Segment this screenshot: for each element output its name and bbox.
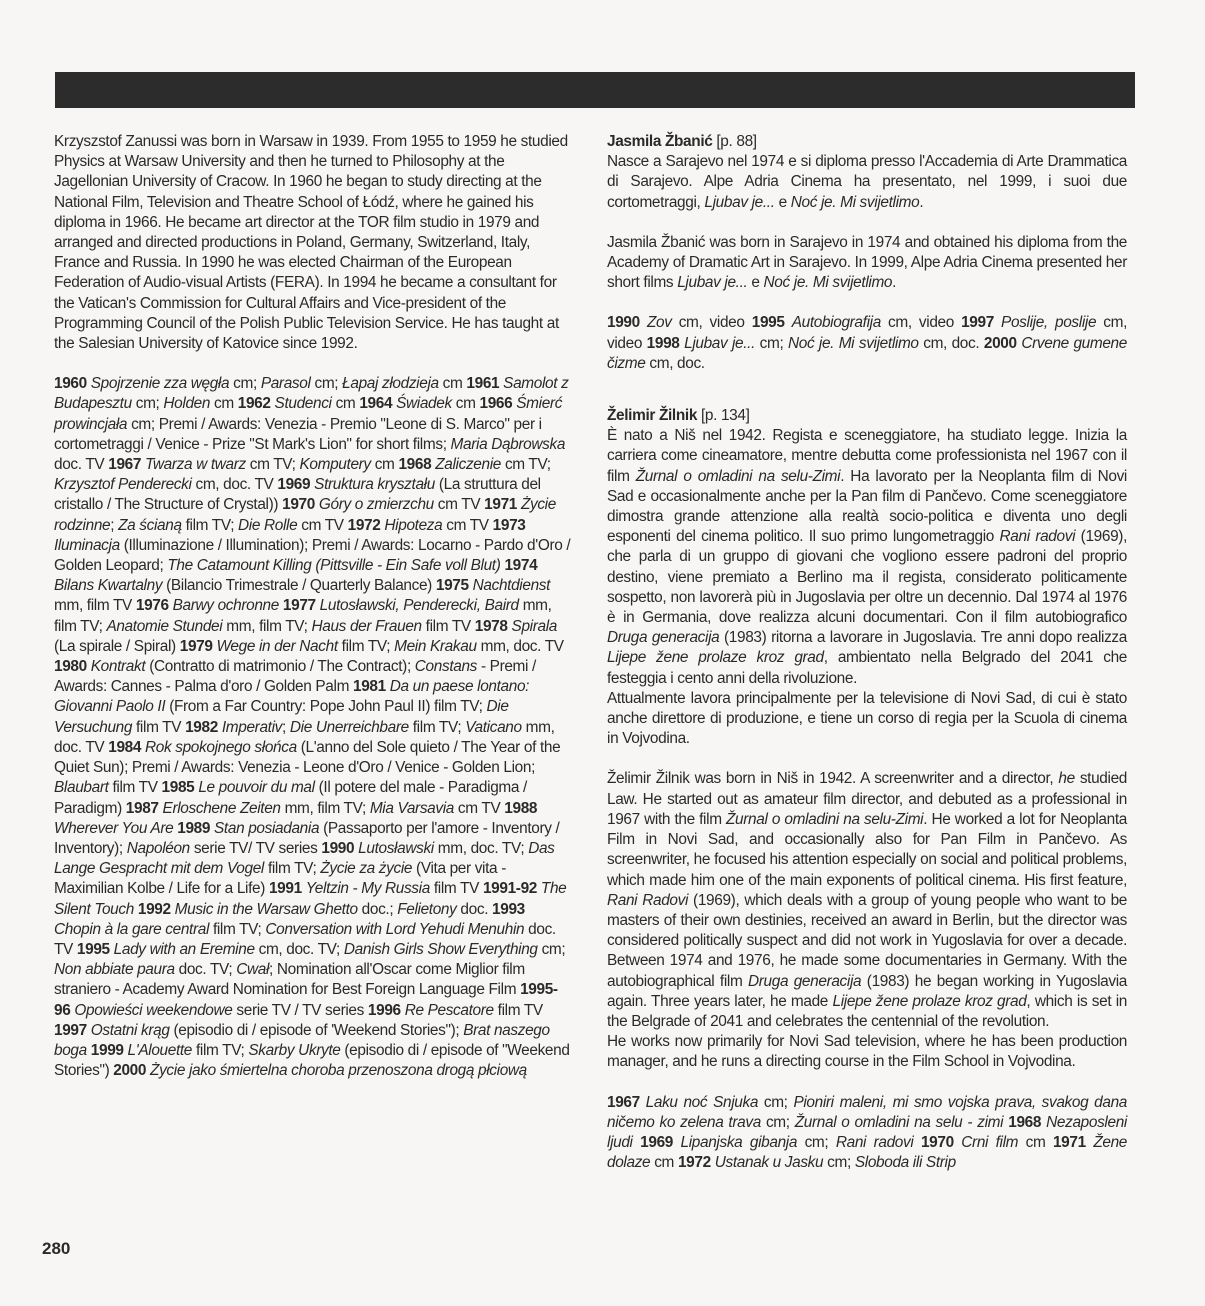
year-label: 1960 (54, 375, 91, 393)
title-text: The Catamount Killing (Pittsville - Ein Safe voll Blut) (167, 557, 501, 575)
zilnik-entry (607, 406, 1127, 1173)
text-run: cm TV (454, 799, 505, 817)
title-text: Pioniri maleni, mi smo vojska prava, svakog dana ničemo ko zelena trava (607, 1093, 1127, 1131)
title-text: Žurnal o omladini na selu - zimi (794, 1113, 1004, 1131)
year-label: 1982 (185, 718, 222, 736)
text-run: cm, doc. TV; (254, 940, 344, 958)
zilnik-filmography (607, 1093, 1127, 1174)
title-text: Noć je. Mi svijetlimo (787, 334, 919, 352)
text-run: cm; (537, 940, 566, 958)
title-text: Samolot z Budapesztu (54, 375, 569, 413)
text-run: (Bilancio Trimestrale / Quarterly Balance) (162, 577, 436, 595)
title-text: Studenci (274, 395, 332, 413)
title-text: Zaliczenie (435, 456, 502, 474)
text-run: film TV; (408, 718, 466, 736)
zanussi-biography: Krzyszstof Zanussi was born in Warsaw in 1939. From 1955 to 1959 he studied Physics at Warsaw University and then he turned to Philosophy at the Jagellonian University of Cracow. In 1960 he began to study directing at the National Film, Television and Theatre School of Łódź, where he gained his diploma in 1966. He became art director at the TOR film studio in 1979 and arranged and directed productions in Poland, Germany, Switzerland, Italy, France and Russia. In 1990 he was elected Chairman of the European Federation of Audio-visual Artists (FERA). In 1994 he became a consultant for the Vatican's Commission for Cultural Affairs and Vice-president of the Programming Council of the Polish Public Television Service. He has taught at the Salesian University of Katovice since 1992. (54, 133, 568, 353)
zilnik-bio-english-2: He works now primarily for Novi Sad television, where he has been production manager, and he runs a directing course in the Film School in Vojvodina. (607, 1033, 1127, 1071)
year-label: 1966 (479, 395, 517, 413)
title-text: Holden (163, 395, 211, 413)
year-label: 1975 (435, 577, 473, 595)
zilnik-bio-italian (607, 426, 1127, 689)
year-label: 1969 (277, 476, 315, 494)
title-text: Śmierć prowincjała (54, 395, 563, 433)
title-text: Le pouvoir du mal (198, 779, 315, 797)
title-text: Rani Radovi (607, 891, 689, 909)
title-text: Ostatni krąg (90, 1021, 170, 1039)
title-text: Spojrzenie zza węgła (90, 375, 230, 393)
text-run: cm; (310, 375, 343, 393)
year-label: 1967 (607, 1093, 646, 1111)
title-text: Žurnal o omladini na selu-Zimi (635, 467, 841, 485)
text-run: cm; (797, 1133, 836, 1151)
text-run: cm, video (671, 314, 752, 332)
text-run: Nasce a Sarajevo nel 1974 e si diploma presso l'Accademia di Arte Drammatica di Sarajevo. Alpe Adria Cinema ha presentato, nel 1999, i suoi due cortometraggi, (607, 153, 1127, 211)
title-text: Imperativ (221, 718, 283, 736)
title-text: Chopin à la gare central (54, 920, 210, 938)
title-text: Blaubart (54, 779, 109, 797)
title-text: Wherever You Are (54, 819, 174, 837)
title-text: Życie za życie (320, 860, 413, 878)
year-label: 1972 (347, 516, 385, 534)
zanussi-filmography (54, 374, 572, 1081)
title-text: Góry o zmierzchu (318, 496, 434, 514)
year-label: 1981 (353, 678, 390, 696)
zbanic-name: Jasmila Žbanić (607, 133, 713, 150)
text-run: e (747, 274, 764, 292)
text-run: cm TV; (245, 456, 300, 474)
text-run: film TV; (264, 860, 321, 878)
text-run: (L'anno del Sole quieto / The Year of the Quiet Sun); Premi / Awards: Venezia - Leone d'Oro / Venice - Golden Lion; (54, 738, 561, 777)
text-run: film TV; (209, 920, 266, 938)
title-text: Bilans Kwartalny (54, 577, 163, 595)
year-label: 1987 (125, 799, 163, 817)
title-text: The Silent Touch (54, 880, 567, 918)
text-run: cm (331, 395, 360, 413)
title-text: Lijepe žene prolaze kroz grad (832, 992, 1027, 1010)
text-run: cm (1018, 1133, 1053, 1151)
title-text: Cwał (236, 961, 270, 979)
title-text: Brat naszego boga (54, 1021, 550, 1059)
text-run: film TV; (181, 516, 239, 534)
title-text: Życie rodzinne (54, 496, 556, 534)
text-run: cm (451, 395, 480, 413)
title-text: Crni film (961, 1133, 1019, 1151)
title-text: Lipanjska gibanja (680, 1133, 798, 1151)
text-run: cm, doc. (918, 334, 984, 352)
year-label: 1970 (920, 1133, 962, 1151)
title-text: Autobiografija (791, 314, 881, 332)
title-text: Die Versuchung (54, 698, 509, 736)
text-run: (La struttura del cristallo / The Structure of Crystal)) (54, 476, 541, 514)
zilnik-bio-english (607, 769, 1127, 1032)
text-run: cm; (131, 395, 164, 413)
title-text: Haus der Frauen (311, 617, 422, 635)
year-label: 1962 (237, 395, 275, 413)
title-text: Druga generacija (748, 972, 862, 990)
year-label: 1995 (76, 940, 114, 958)
title-text: Žurnal o omladini na selu-Zimi (726, 810, 924, 828)
zbanic-bio-italian (607, 152, 1127, 213)
text-run: ; Nomination all'Oscar come Miglior film straniero - Academy Award Nomination for Best Foreign Language Film (54, 961, 525, 999)
text-run: mm, doc. TV; (433, 839, 529, 857)
text-run: film TV (493, 1001, 543, 1019)
text-run: studied Law. He started out as amateur film director, and debuted as a professional in 1967 with the film (607, 770, 1128, 828)
year-label: 1997 (961, 314, 1002, 332)
text-run: cm (650, 1154, 678, 1172)
title-text: Wege in der Nacht (216, 637, 338, 655)
title-text: Poslije, poslije (1001, 314, 1097, 332)
zbanic-page-ref: [p. 88] (712, 133, 757, 150)
title-text: Hipoteza (384, 516, 443, 534)
title-text: Stan posiadania (214, 819, 320, 837)
text-run: film TV; (192, 1041, 249, 1059)
title-text: L'Alouette (127, 1041, 193, 1059)
text-run: . Ha lavorato per la Neoplanta film di Novi Sad e occasionalmente anche per la Pan film di Pančevo. Come sceneggiatore dimostra grande attenzione alla realtà socio-politica e diventa uno degli esponenti del cinema politico. Il suo primo lungometraggio (607, 467, 1127, 546)
text-run: Želimir Žilnik was born in Niš in 1942. A screenwriter and a director, (607, 770, 1059, 788)
title-text: Mein Krakau (394, 637, 477, 655)
zilnik-bio-italian-2: Attualmente lavora principalmente per la televisione di Novi Sad, di cui è stato anche direttore di produzione, e tiene un corso di regia per la Scuola di cinema in Vojvodina. (607, 689, 1127, 748)
year-label: 1988 (504, 799, 538, 817)
text-run (913, 1134, 921, 1151)
title-text: Crvene gumene čizme (607, 334, 1127, 372)
title-text: Maria Dąbrowska (450, 435, 566, 453)
text-run: cm, video (607, 314, 1128, 352)
title-text: Conversation with Lord Yehudi Menuhin (265, 920, 525, 938)
text-run: ; (110, 516, 119, 534)
text-run: cm TV (297, 516, 348, 534)
right-column (607, 132, 1127, 1173)
title-text: Lijepe žene prolaze kroz grad (607, 649, 824, 667)
text-run: mm, film TV (54, 597, 136, 615)
year-label: 1968 (398, 456, 436, 474)
title-text: Die Rolle (238, 516, 298, 534)
year-label: 1996 (367, 1001, 405, 1019)
title-text: Anatomie Stundei (106, 617, 223, 635)
zbanic-entry (607, 132, 1127, 374)
year-label: 1964 (359, 395, 397, 413)
year-label: 1995-96 (54, 981, 558, 1019)
title-text: Danish Girls Show Everything (343, 940, 538, 958)
title-text: Noć je. Mi svijetlimo (763, 274, 893, 292)
title-text: Das Lange Gespracht mit dem Vogel (54, 839, 555, 878)
title-text: Ljubav je... (677, 274, 748, 292)
year-label: 2000 (983, 334, 1022, 352)
text-run: film TV (108, 779, 162, 797)
text-run: (1969), which deals with a group of young people who want to be masters of their own destinies, received an award in Berlin, but the director was considered politically suspect and did not work in Yugoslavia for over a decade. Between 1974 and 1976, he made some documentaries in Germany. With the autobiographical film (607, 891, 1127, 990)
title-text: Świadek (396, 395, 452, 413)
title-text: Ustanak u Jasku (714, 1154, 824, 1172)
zbanic-filmography (607, 313, 1127, 374)
year-label: 1980 (54, 658, 91, 676)
left-column (54, 132, 572, 1081)
title-text: Opowieści weekendowe (74, 1001, 233, 1019)
title-text: Re Pescatore (404, 1001, 494, 1019)
title-text: Łapaj złodzieja (342, 375, 439, 393)
title-text: Druga generacija (607, 629, 720, 647)
header-bar (55, 72, 1135, 108)
title-text: Da un paese lontano: Giovanni Paolo II (54, 678, 530, 716)
title-text: Yeltzin - My Russia (305, 880, 430, 898)
text-run: (1983) ritorna a lavorare in Jugoslavia. Tre anni dopo realizza (719, 629, 1127, 647)
text-run: cm; (755, 334, 788, 352)
text-run: (Passaporto per l'amore - Inventory / Inventory); (54, 819, 560, 857)
text-run: doc. TV (54, 456, 109, 474)
text-run: . He worked a lot for Neoplanta Film in Novi Sad, and occasionally also for Pan Film in Pančevo. As screenwriter, he focused his attention especially on social and political problems, which made him one of the main exponents of political cinema. His first feature, (607, 810, 1127, 889)
title-text: Parasol (260, 375, 311, 393)
text-run: (episodio di / episode of 'Weekend Stories"); (169, 1021, 464, 1039)
title-text: Za ścianą (118, 516, 182, 534)
text-run: . (919, 193, 924, 211)
text-run: cm, doc. (645, 354, 705, 372)
title-text: Kontrakt (90, 658, 146, 676)
year-label: 1976 (135, 597, 173, 615)
text-run: mm, film TV; (54, 597, 552, 635)
text-run: (Il potere del male - Paradigma / Paradigm) (54, 779, 527, 817)
year-label: 1985 (161, 779, 199, 797)
text-run: cm, video (880, 314, 962, 332)
year-label: 1977 (282, 597, 320, 615)
text-run: (La spirale / Spiral) (54, 637, 180, 655)
year-label: 1979 (179, 637, 217, 655)
year-label: 1971 (484, 496, 521, 514)
text-run: , which is set in the Belgrade of 2041 and celebrates the centennial of the revolution. (607, 992, 1127, 1030)
title-text: Music in the Warsaw Ghetto (174, 900, 358, 918)
title-text: Twarza w twarz (145, 456, 246, 474)
title-text: Spirala (511, 617, 557, 635)
title-text: Erloschene Zeiten (162, 799, 281, 817)
year-label: 1998 (646, 334, 685, 352)
text-run: È nato a Niš nel 1942. Regista e sceneggiatore, ha studiato legge. Inizia la carriera come cineamatore, mentre debutta come professionista nel 1967 con il film (607, 427, 1127, 485)
text-run: . (892, 274, 897, 292)
title-text: Komputery (299, 456, 371, 474)
title-text: Lady with an Eremine (113, 940, 255, 958)
year-label: 1992 (137, 900, 175, 918)
year-label: 1978 (474, 617, 512, 635)
title-text: Felietony (397, 900, 457, 918)
text-run: film TV (132, 718, 186, 736)
title-text: Barwy ochronne (172, 597, 279, 615)
text-run: mm, doc. TV (476, 637, 564, 655)
text-run: film TV (429, 880, 483, 898)
title-text: Życie jako śmiertelna choroba przenoszona drogą płciową (150, 1062, 527, 1080)
title-text: Nezaposleni ljudi (607, 1113, 1127, 1151)
text-run: cm TV (433, 496, 485, 514)
title-text: Krzysztof Penderecki (54, 476, 192, 494)
year-label: 1990 (607, 314, 647, 332)
zilnik-heading (607, 406, 1127, 426)
text-run: serie TV/ TV series (189, 839, 322, 857)
text-run: cm TV (442, 516, 493, 534)
text-run: cm; (229, 375, 261, 393)
text-run: e (774, 193, 791, 211)
text-run: cm, doc. TV (191, 476, 278, 494)
title-text: Žene dolaze (607, 1133, 1127, 1172)
year-label: 1993 (492, 900, 525, 918)
text-run: cm; (760, 1113, 795, 1131)
text-run: mm, film TV; (280, 799, 370, 817)
text-run: cm; (758, 1093, 794, 1111)
title-text: Napoléon (126, 839, 190, 857)
year-label: 1967 (108, 456, 145, 474)
text-run: (From a Far Country: Pope John Paul II) film TV; (165, 698, 487, 716)
title-text: Die Unerreichbare (289, 718, 409, 736)
title-text: Rani radovi (835, 1133, 914, 1151)
zilnik-name: Želimir Žilnik (607, 407, 698, 425)
year-label: 1968 (1008, 1113, 1047, 1131)
text-run: (1969), che parla di un gruppo di giovani che vogliono essere padroni del proprio destino, viene premiato a Berlino ma il regista, considerato politicamente sospetto, non lavorerà più in Jugoslavia per oltre un decennio. Dal 1974 al 1976 è in Germania, dove realizza alcuni documentari. Con il film autobiografico (607, 528, 1127, 627)
text-run: doc. TV (54, 920, 556, 958)
title-text: Lutosławski, Penderecki, Baird (319, 597, 519, 615)
title-text: Struktura kryształu (314, 476, 435, 494)
zilnik-page-ref: [p. 134] (697, 407, 750, 425)
title-text: Ljubav je... (704, 193, 775, 211)
text-run: mm, film TV; (222, 617, 312, 635)
title-text: Zov (646, 314, 672, 332)
text-run: cm; (823, 1154, 855, 1172)
text-run: cm; Premi / Awards: Venezia - Premio "Leone di S. Marco" per i cortometraggi / Venice - Prize "St Mark's Lion" for short films; (54, 415, 542, 453)
year-label: 1990 (321, 839, 359, 857)
text-run: , ambientato nella Belgrado del 2041 che festeggia i cento anni della rivoluzione. (607, 649, 1127, 687)
year-label: 1973 (492, 516, 526, 534)
text-run: cm (438, 375, 467, 393)
year-label: 1984 (108, 738, 145, 756)
text-run: (Contratto di matrimonio / The Contract); (145, 658, 415, 676)
year-label: 1974 (504, 557, 538, 575)
year-label: 1970 (282, 496, 319, 514)
year-label: 1972 (677, 1154, 715, 1172)
text-run: ; (282, 718, 290, 736)
page-number: 280 (42, 1239, 71, 1258)
text-run: (Vita per vita - Maximilian Kolbe / Life for a Life) (54, 860, 506, 898)
text-run: Jasmila Žbanić was born in Sarajevo in 1974 and obtained his diploma from the Academy of Dramatic Art in Sarajevo. In 1999, Alpe Adria Cinema presented her short films (607, 233, 1127, 292)
title-text: Nachtdienst (472, 577, 551, 595)
zbanic-heading (607, 132, 1127, 152)
year-label: 1991-92 (482, 880, 541, 898)
title-text: Sloboda ili Strip (854, 1154, 956, 1172)
text-run: (1983) he began working in Yugoslavia again. Three years later, he made (607, 972, 1127, 1010)
title-text: Rok spokojnego słońca (145, 738, 297, 756)
title-text: Laku noć Snjuka (645, 1093, 759, 1111)
year-label: 1997 (54, 1021, 91, 1039)
text-run: mm, doc. TV (54, 718, 555, 756)
text-run: cm (370, 456, 399, 474)
title-text: Constans (414, 658, 478, 676)
year-label: 1991 (268, 880, 306, 898)
text-run: doc. (456, 900, 493, 918)
title-text: he (1058, 770, 1075, 788)
text-run: - Premi / Awards: Cannes - Palma d'oro / Golden Palm (54, 658, 536, 696)
text-run: (episodio di / episode of "Weekend Stories") (54, 1041, 570, 1080)
zbanic-bio-english (607, 233, 1127, 294)
year-label: 1999 (90, 1041, 128, 1059)
text-run: cm TV; (501, 456, 551, 474)
year-label: 1969 (640, 1133, 681, 1151)
text-run: (Illuminazione / Illumination); Premi / Awards: Locarno - Pardo d'Oro / Golden Leopard; (54, 536, 571, 575)
text-run: doc. TV; (174, 961, 237, 979)
title-text: Vaticano (465, 718, 522, 736)
text-run: film TV; (337, 637, 395, 655)
text-run: serie TV / TV series (232, 1001, 368, 1019)
title-text: Skarby Ukryte (248, 1041, 341, 1059)
year-label: 1961 (466, 375, 504, 393)
text-run: film TV (421, 617, 475, 635)
year-label: 1971 (1052, 1133, 1094, 1151)
text-run: doc.; (357, 900, 398, 918)
title-text: Mia Varsavia (369, 799, 454, 817)
year-label: 1995 (751, 314, 792, 332)
title-text: Iluminacja (54, 536, 120, 554)
year-label: 2000 (113, 1062, 151, 1080)
title-text: Ljubav je... (684, 334, 756, 352)
title-text: Rani radovi (999, 528, 1076, 546)
text-run: cm (210, 395, 238, 413)
title-text: Noć je. Mi svijetlimo (790, 193, 920, 211)
title-text: Non abbiate paura (54, 961, 175, 979)
year-label: 1989 (177, 819, 215, 837)
title-text: Lutosławski (358, 839, 434, 857)
